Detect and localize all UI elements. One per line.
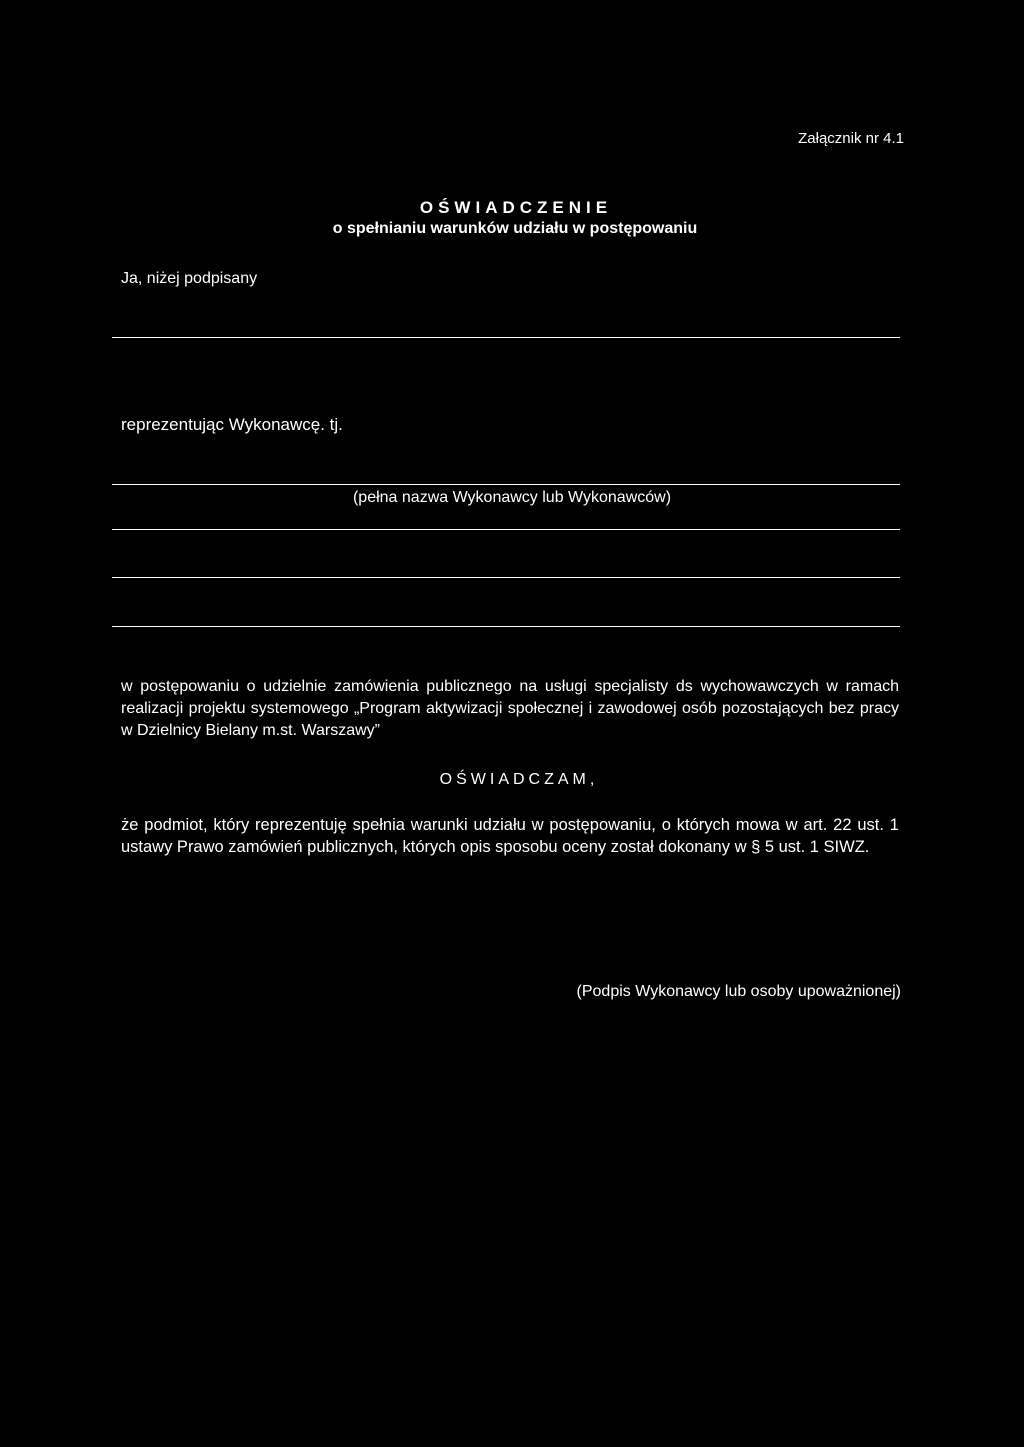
representing-label: reprezentując Wykonawcę. tj. [121,415,343,434]
signer-name-line [112,337,900,338]
procedure-paragraph: w postępowaniu o udzielnie zamówienia publicznego na usługi specjalisty ds wychowawczych w ramach realizacji projektu systemowego „Program aktywizacji społecznej i zawodowej osób pozostających bez pracy w Dzielnicy Bielany m.st. Warszawy” [121,678,899,739]
document-title: OŚWIADCZENIE [419,198,613,217]
blank-line [112,626,900,627]
signer-label: Ja, niżej podpisany [121,270,258,287]
declaration-heading: OŚWIADCZAM, [439,771,599,788]
contractor-name-caption: (pełna nazwa Wykonawcy lub Wykonawców) [352,489,672,506]
document-subtitle: o spełnianiu warunków udziału w postępowaniu [332,220,698,237]
signature-caption: (Podpis Wykonawcy lub osoby upoważnionej) [576,983,901,1000]
declaration-paragraph: że podmiot, który reprezentuję spełnia warunki udziału w postępowaniu, o których mowa w art. 22 ust. 1 ustawy Prawo zamówień publicznych, których opis sposobu oceny został dokonany w § 5 ust. 1 SIWZ. [121,816,899,856]
attachment-label: Załącznik nr 4.1 [798,130,904,147]
blank-line [112,529,900,530]
contractor-name-line [112,484,900,485]
blank-line [112,577,900,578]
